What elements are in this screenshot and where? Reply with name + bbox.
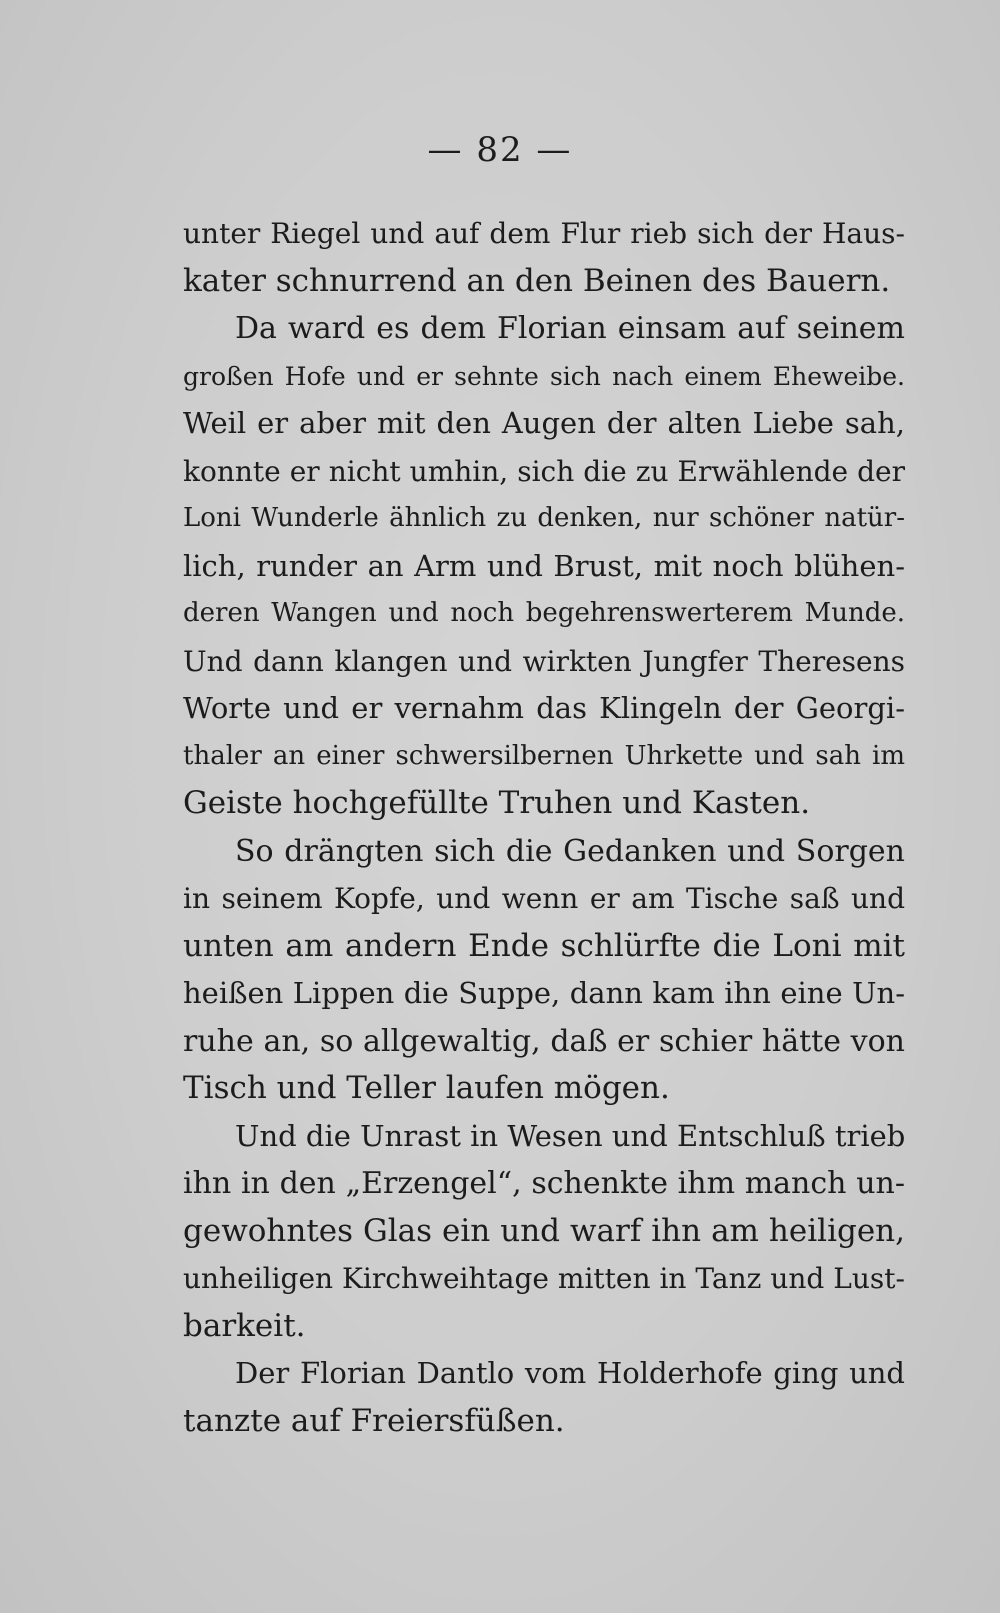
text-line: deren Wangen und noch begehrenswerterem Munde.	[183, 598, 905, 628]
text-line: Und dann klangen und wirkten Jungfer Theresens	[183, 644, 905, 678]
text-line: heißen Lippen die Suppe, dann kam ihn eine Un-	[183, 976, 905, 1010]
text-line: Tisch und Teller laufen mögen.	[183, 1070, 670, 1106]
text-line: in seinem Kopfe, und wenn er am Tische saß und	[183, 882, 905, 915]
text-line: unheiligen Kirchweihtage mitten in Tanz und Lust-	[183, 1262, 905, 1295]
text-line: gewohntes Glas ein und warf ihn am heiligen,	[183, 1212, 905, 1249]
text-line: Loni Wunderle ähnlich zu denken, nur schöner natür-	[183, 503, 905, 533]
text-line: So drängten sich die Gedanken und Sorgen	[235, 833, 905, 869]
text-line: Weil er aber mit den Augen der alten Liebe sah,	[183, 406, 905, 440]
text-line: Da ward es dem Florian einsam auf seinem	[235, 311, 905, 346]
text-line: Geiste hochgefüllte Truhen und Kasten.	[183, 785, 811, 821]
text-line: barkeit.	[183, 1307, 306, 1344]
text-line: Der Florian Dantlo vom Holderhofe ging und	[235, 1356, 905, 1390]
text-line: kater schnurrend an den Beinen des Bauern.	[183, 262, 891, 299]
text-line: großen Hofe und er sehnte sich nach einem Eheweibe.	[183, 361, 905, 391]
text-line: ihn in den „Erzengel“, schenkte ihm manch un-	[183, 1166, 905, 1201]
text-line: ruhe an, so allgewaltig, daß er schier hätte von	[183, 1023, 905, 1059]
text-line: unter Riegel und auf dem Flur rieb sich der Haus-	[183, 217, 905, 250]
text-line: konnte er nicht umhin, sich die zu Erwählende der	[183, 454, 905, 488]
text-line: Worte und er vernahm das Klingeln der Georgi-	[183, 691, 905, 725]
text-line: tanzte auf Freiersfüßen.	[183, 1402, 565, 1439]
page-number: — 82 —	[427, 130, 573, 170]
body-text	[183, 210, 905, 1445]
text-line: thaler an einer schwersilbernen Uhrkette und sah im	[183, 740, 905, 771]
text-line: lich, runder an Arm und Brust, mit noch blühen-	[183, 548, 905, 583]
text-line: Und die Unrast in Wesen und Entschluß trieb	[235, 1118, 905, 1153]
text-line: unten am andern Ende schlürfte die Loni mit	[183, 927, 905, 964]
